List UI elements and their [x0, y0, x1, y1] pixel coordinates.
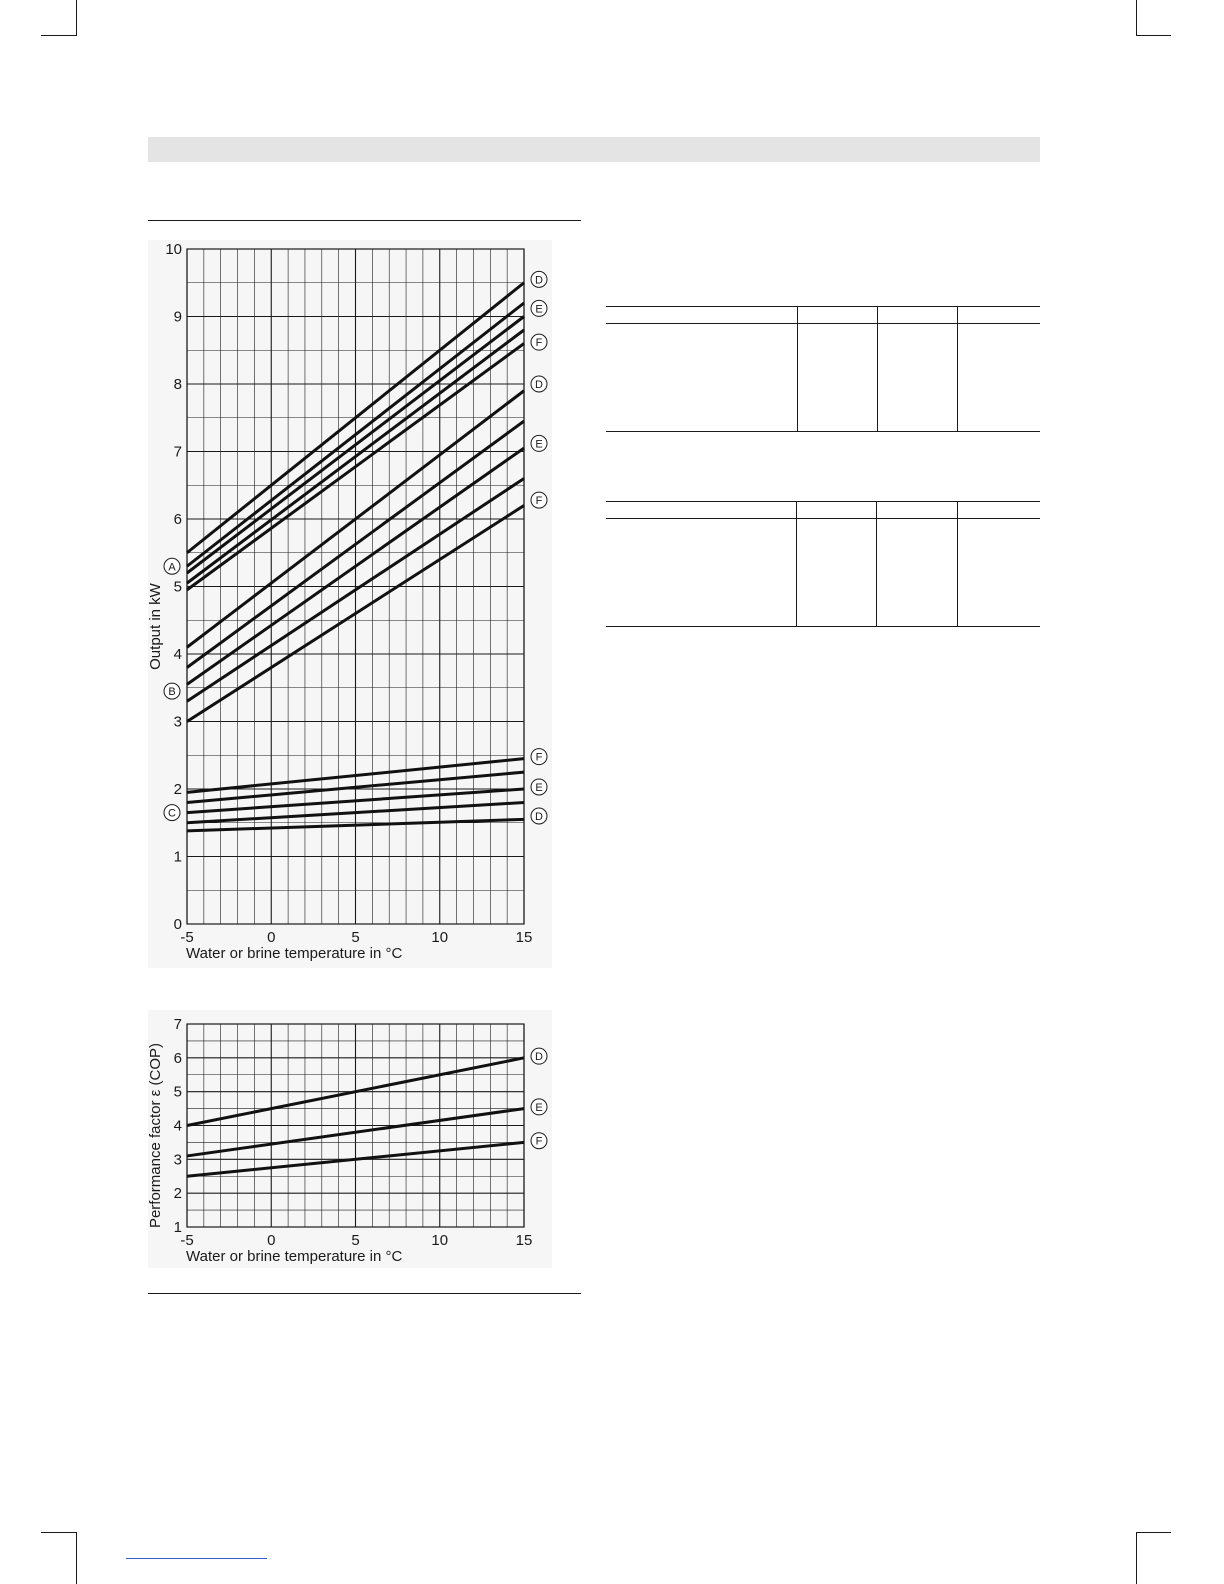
series-end-label: F: [535, 1135, 543, 1148]
group-marker-label: A: [168, 561, 176, 574]
table-header-row: [606, 307, 1040, 324]
y-tick-label: 10: [165, 241, 182, 258]
series-end-label: F: [535, 495, 543, 508]
y-axis-label: Performance factor ε (COP): [147, 1042, 164, 1229]
data-table-2: [606, 501, 1040, 627]
output-chart: [147, 241, 547, 962]
cop-chart: [147, 1016, 547, 1265]
series-end-label: F: [535, 751, 543, 764]
y-tick-label: 5: [173, 1083, 182, 1101]
x-tick-label: 15: [515, 1232, 533, 1249]
x-tick-label: 5: [351, 929, 360, 946]
series-end-label: D: [535, 274, 543, 287]
footer-link-underline[interactable]: [126, 1558, 267, 1559]
y-tick-label: 6: [173, 1049, 182, 1067]
table-cell: [606, 502, 797, 519]
table-cell: [797, 502, 877, 519]
series-end-label: D: [535, 811, 543, 823]
series-end-label: D: [535, 1051, 543, 1064]
table-cell: [958, 519, 1041, 627]
y-tick-label: 3: [173, 1151, 182, 1169]
x-axis-label: Water or brine temperature in °C: [186, 1248, 403, 1265]
x-tick-label: -5: [180, 929, 194, 946]
y-tick-label: 0: [173, 916, 182, 933]
y-tick-label: 4: [173, 1117, 182, 1135]
table-cell: [958, 502, 1041, 519]
y-tick-label: 2: [173, 1185, 182, 1203]
table-cell: [798, 307, 878, 324]
table-row: [606, 519, 1040, 627]
y-axis-label: Output in kW: [147, 583, 164, 670]
y-tick-label: 8: [173, 376, 182, 393]
table-cell: [958, 324, 1041, 432]
y-tick-label: 7: [173, 1016, 182, 1033]
x-axis-label: Water or brine temperature in °C: [186, 945, 403, 962]
x-tick-label: 15: [515, 929, 533, 946]
table-cell: [878, 324, 958, 432]
table-cell: [606, 519, 797, 627]
x-tick-label: 5: [351, 1232, 360, 1249]
table-cell: [606, 324, 798, 432]
y-tick-label: 3: [173, 713, 182, 731]
y-tick-label: 5: [173, 578, 182, 596]
data-table-1: [606, 306, 1040, 432]
y-tick-label: 4: [173, 646, 182, 663]
x-tick-label: 0: [267, 1232, 276, 1249]
y-tick-label: 2: [173, 781, 182, 798]
table-header-row: [606, 502, 1040, 519]
y-tick-label: 6: [173, 511, 182, 528]
group-marker-label: C: [168, 807, 176, 820]
group-marker-label: B: [168, 686, 176, 699]
x-tick-label: 0: [267, 929, 276, 946]
series-end-label: D: [535, 379, 543, 391]
table-cell: [877, 519, 958, 627]
y-tick-label: 7: [173, 443, 182, 461]
table-cell: [877, 502, 958, 519]
table-cell: [606, 307, 798, 324]
x-tick-label: -5: [180, 1232, 194, 1249]
table-row: [606, 324, 1040, 432]
table-cell: [798, 324, 878, 432]
x-tick-label: 10: [431, 1232, 449, 1249]
series-end-label: E: [535, 781, 543, 794]
y-tick-label: 1: [173, 1219, 182, 1236]
series-end-label: E: [535, 1101, 543, 1114]
table-cell: [797, 519, 877, 627]
series-end-label: F: [535, 337, 543, 350]
y-tick-label: 9: [173, 308, 182, 326]
series-end-label: E: [535, 438, 543, 451]
table-cell: [878, 307, 958, 324]
y-tick-label: 1: [173, 848, 182, 866]
table-cell: [958, 307, 1041, 324]
series-end-label: E: [535, 303, 543, 316]
x-tick-label: 10: [431, 929, 449, 946]
